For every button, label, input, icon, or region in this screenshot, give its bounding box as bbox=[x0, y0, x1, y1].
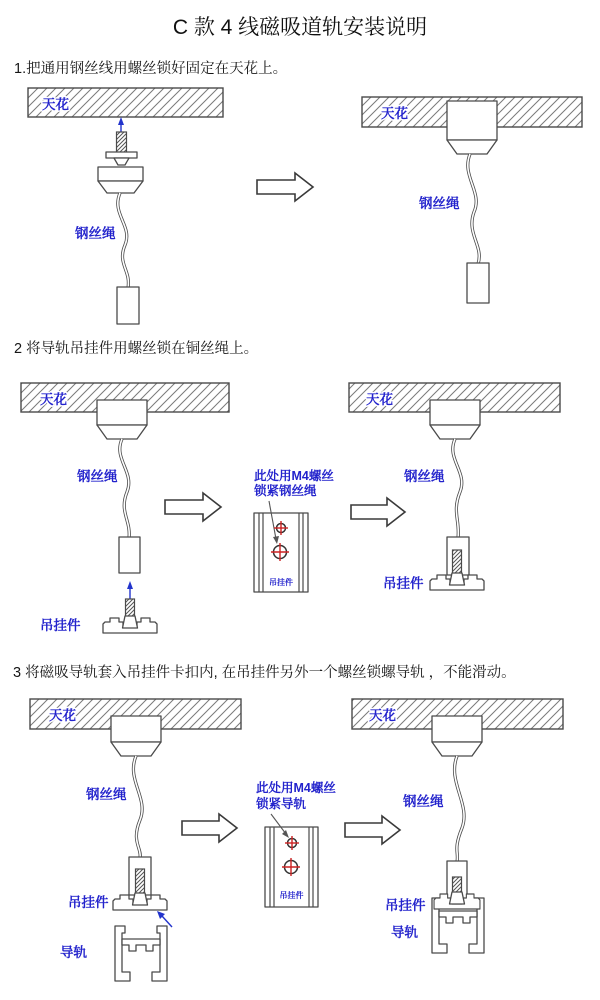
wire-label: 钢丝绳 bbox=[77, 469, 118, 484]
wire-end-weight bbox=[467, 263, 489, 303]
step1-heading: 1.把通用钢丝线用螺丝锁好固定在天花上。 bbox=[14, 61, 288, 77]
wire-box-cone bbox=[430, 425, 480, 439]
wire-box-cone bbox=[447, 140, 497, 154]
screw-washer bbox=[106, 152, 137, 158]
wire-label: 钢丝绳 bbox=[75, 226, 116, 241]
hanger-label-small: 吊挂件 bbox=[269, 578, 293, 587]
wire-label: 钢丝绳 bbox=[86, 787, 127, 802]
hanger-label: 吊挂件 bbox=[40, 618, 81, 633]
wire-box bbox=[111, 716, 161, 742]
wire-label: 钢丝绳 bbox=[404, 469, 445, 484]
step3-heading: 3 将磁吸导轨套入吊挂件卡扣内, 在吊挂件另外一个螺丝锁螺导轨 ，不能滑动。 bbox=[13, 665, 516, 681]
flow-arrow-icon bbox=[257, 173, 313, 201]
wire-label: 钢丝绳 bbox=[419, 196, 460, 211]
wire-box-cone bbox=[432, 742, 482, 756]
flow-arrow-icon bbox=[165, 493, 221, 521]
hanger-screw-head bbox=[133, 893, 148, 905]
wire-box bbox=[432, 716, 482, 742]
page-title: C 款 4 线磁吸道轨安装说明 bbox=[172, 16, 428, 39]
step1-right-diagram bbox=[362, 97, 582, 303]
flow-arrow-icon bbox=[351, 498, 405, 526]
wire-end-weight bbox=[117, 287, 139, 324]
ceiling-label: 天花 bbox=[49, 708, 76, 723]
screw-shaft bbox=[117, 132, 127, 153]
flow-arrow-icon bbox=[345, 816, 400, 844]
screw-head bbox=[114, 158, 129, 165]
flow-arrow-icon bbox=[182, 814, 237, 842]
detail-note-line2: 锁紧导轨 bbox=[256, 797, 307, 811]
hanger-screw-head bbox=[450, 573, 465, 585]
wire-box bbox=[430, 400, 480, 425]
step2-heading: 2 将导轨吊挂件用螺丝锁在铜丝绳上。 bbox=[14, 341, 259, 357]
wire-box-cone bbox=[111, 742, 161, 756]
wire-box-cone bbox=[98, 181, 143, 193]
hanger-screw-shaft bbox=[136, 869, 145, 896]
step2-detail-view bbox=[254, 468, 334, 592]
ceiling-label: 天花 bbox=[42, 97, 69, 112]
ceiling-label: 天花 bbox=[369, 708, 396, 723]
hanger-screw-head bbox=[123, 616, 138, 628]
hanger-label: 吊挂件 bbox=[385, 898, 426, 913]
detail-note-line1: 此处用M4螺丝 bbox=[256, 781, 336, 795]
detail-note-line1: 此处用M4螺丝 bbox=[254, 469, 334, 483]
hanger-label: 吊挂件 bbox=[383, 576, 424, 591]
wire-box bbox=[98, 167, 143, 181]
wire-box-cone bbox=[97, 425, 147, 439]
track-label: 导轨 bbox=[391, 925, 418, 940]
ceiling-label: 天花 bbox=[381, 106, 408, 121]
track-profile bbox=[115, 926, 167, 981]
track-label: 导轨 bbox=[60, 945, 87, 960]
step1-left-diagram bbox=[28, 88, 223, 324]
step3-detail-view bbox=[256, 780, 336, 907]
wire-label: 钢丝绳 bbox=[403, 794, 444, 809]
hanger-label-small: 吊挂件 bbox=[279, 891, 304, 900]
insert-arrow-head-icon bbox=[127, 581, 133, 589]
step3-left-diagram bbox=[30, 699, 241, 981]
step2-right-diagram bbox=[349, 383, 560, 591]
insert-arrow-head-icon bbox=[118, 117, 124, 125]
hanger-screw-head bbox=[450, 892, 465, 904]
wire-end-weight bbox=[119, 537, 140, 573]
insert-arrow-icon bbox=[162, 916, 172, 927]
hanger-label: 吊挂件 bbox=[68, 895, 109, 910]
ceiling-label: 天花 bbox=[366, 392, 393, 407]
ceiling-label: 天花 bbox=[40, 392, 67, 407]
wire-box bbox=[447, 101, 497, 140]
wire-box bbox=[97, 400, 147, 425]
detail-note-line2: 锁紧钢丝绳 bbox=[254, 484, 317, 498]
